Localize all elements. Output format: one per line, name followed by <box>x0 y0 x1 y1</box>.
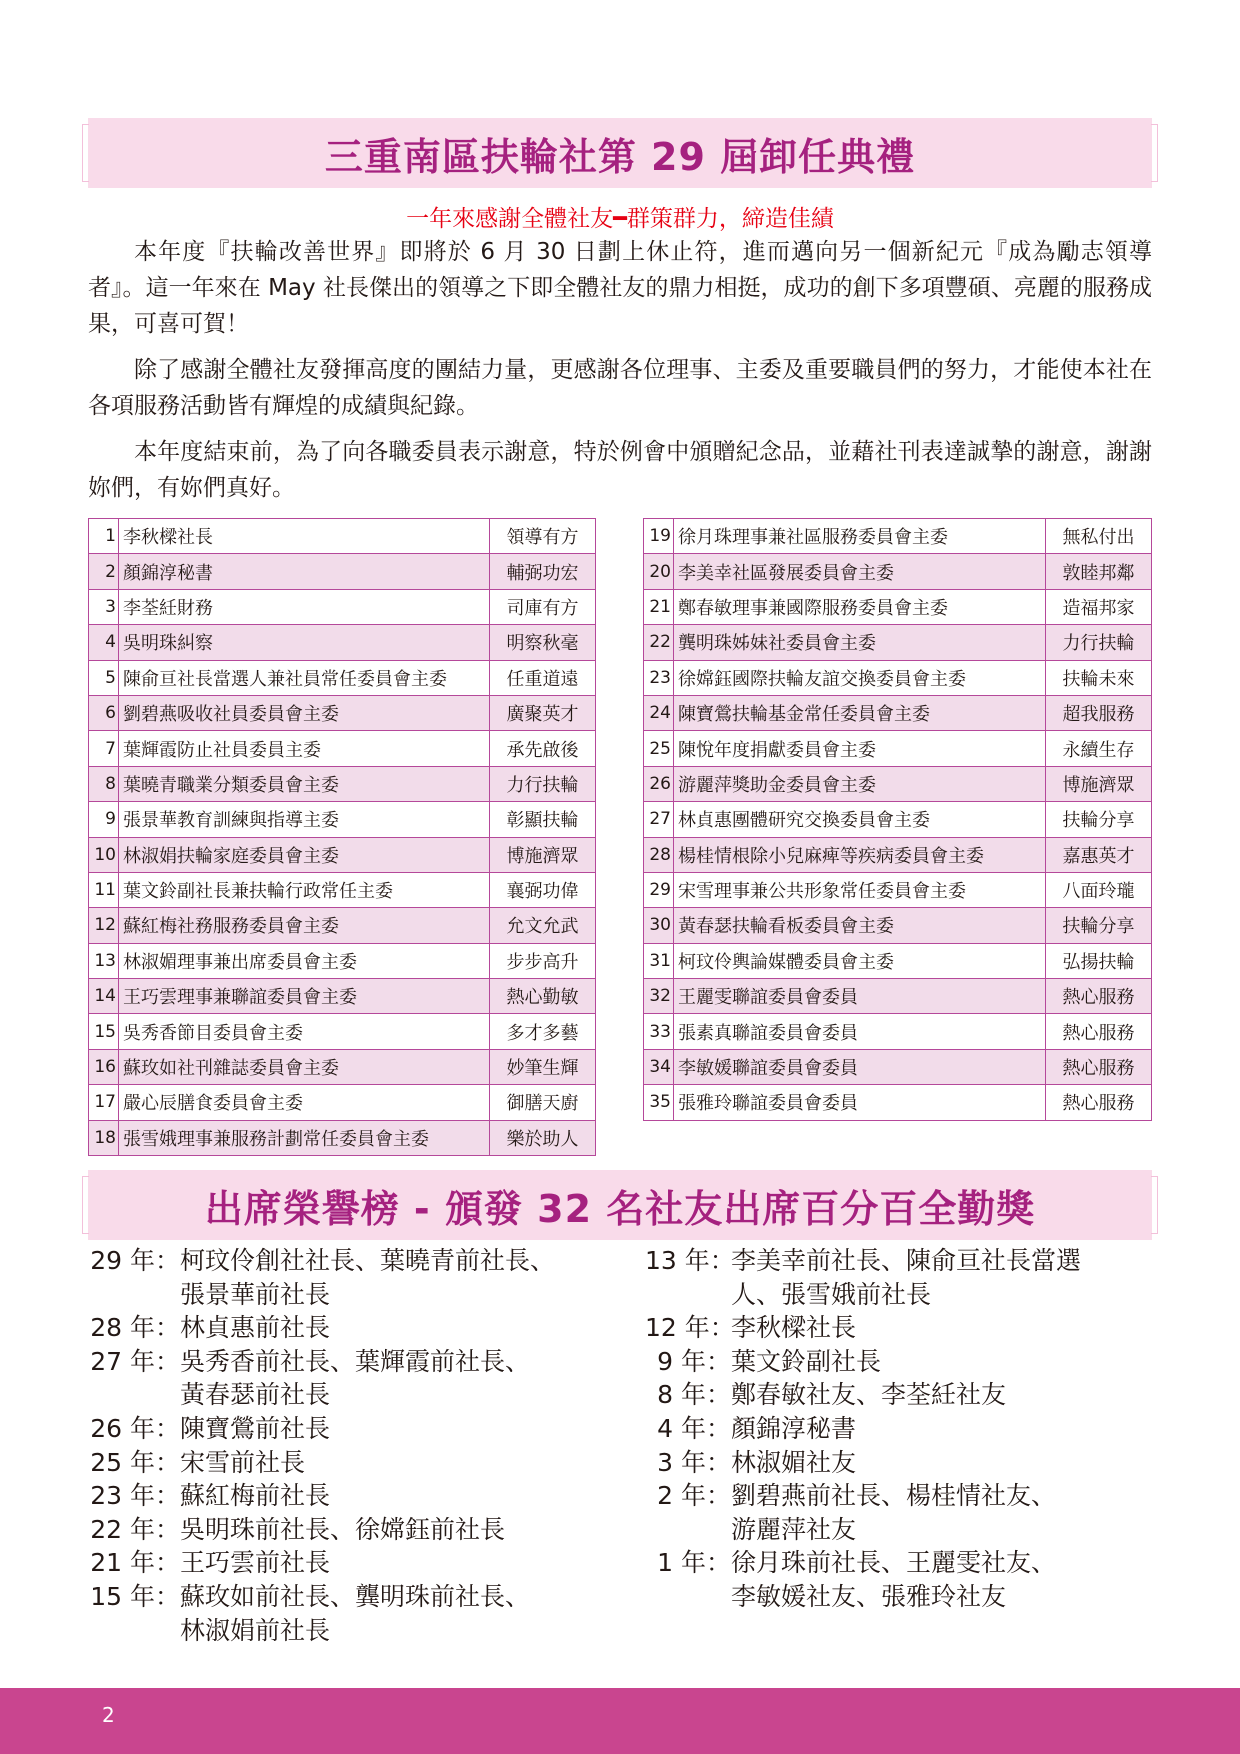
row-number: 7 <box>89 731 119 766</box>
attendance-names <box>180 1311 648 1345</box>
row-role: 顏錦淳秘書 <box>119 554 490 589</box>
row-motto: 熱心服務 <box>1046 979 1152 1014</box>
row-motto: 扶輪分享 <box>1046 908 1152 943</box>
row-number: 24 <box>644 695 674 730</box>
row-role: 蘇玫如社刊雜誌委員會主委 <box>119 1049 490 1084</box>
table-row <box>644 695 1152 730</box>
attendance-list-left <box>88 1244 648 1647</box>
paragraph-3: 本年度結束前，為了向各職委員表示謝意，特於例會中頒贈紀念品，並藉社刊表達誠摯的謝意，謝謝妳們，有妳們真好。 <box>88 439 1152 501</box>
attendance-names-line: 林貞惠前社長 <box>180 1313 331 1343</box>
table-row <box>89 1120 596 1155</box>
attendance-names-line: 柯玟伶創社社長、葉曉青前社長、 <box>180 1246 556 1275</box>
attendance-names-line: 陳寶鶯前社長 <box>180 1413 331 1443</box>
table-row <box>644 589 1152 624</box>
attendance-years: 2 年： <box>657 1481 731 1511</box>
attendance-names-line: 蘇玫如前社長、龔明珠前社長、 <box>180 1581 531 1611</box>
table-row <box>89 908 596 943</box>
row-number: 12 <box>89 908 119 943</box>
row-number: 6 <box>89 695 119 730</box>
attendance-entry <box>88 1580 648 1647</box>
attendance-names <box>731 1244 1145 1311</box>
attendance-names-line: 李敏媛社友、張雅玲社友 <box>731 1581 1007 1611</box>
row-motto: 樂於助人 <box>490 1120 596 1155</box>
row-number: 1 <box>89 519 119 554</box>
attendance-names <box>180 1446 648 1480</box>
paragraph-2: 除了感謝全體社友發揮高度的團結力量，更感謝各位理事、主委及重要職員們的努力，才能使本社在各項服務活動皆有輝煌的成績與紀錄。 <box>88 357 1152 419</box>
attendance-years: 21 年： <box>90 1548 180 1578</box>
attendance-names-line: 林淑媚社友 <box>731 1447 857 1477</box>
row-role: 柯玟伶輿論媒體委員會主委 <box>674 943 1046 978</box>
table-row <box>89 519 596 554</box>
attendance-names-line: 林淑娟前社長 <box>180 1615 331 1645</box>
row-role: 李荃紝財務 <box>119 589 490 624</box>
row-number: 15 <box>89 1014 119 1049</box>
attendance-names <box>731 1479 1145 1546</box>
table-row <box>89 1049 596 1084</box>
row-motto: 造福邦家 <box>1046 589 1152 624</box>
row-motto: 八面玲瓏 <box>1046 872 1152 907</box>
row-role: 王麗雯聯誼委員會委員 <box>674 979 1046 1014</box>
row-motto: 妙筆生輝 <box>490 1049 596 1084</box>
row-number: 17 <box>89 1085 119 1120</box>
row-motto: 永續生存 <box>1046 731 1152 766</box>
attendance-names <box>180 1244 648 1311</box>
row-number: 3 <box>89 589 119 624</box>
row-number: 26 <box>644 766 674 801</box>
table-row <box>89 660 596 695</box>
paragraph-1: 本年度『扶輪改善世界』即將於 6 月 30 日劃上休止符，進而邁向另一個新紀元『成為勵志領導者』。這一年來在 May 社長傑出的領導之下即全體社友的鼎力相挺，成功的創下多項豐碩、亮麗的服務成果，可喜可賀！ <box>88 239 1152 337</box>
row-role: 嚴心辰膳食委員會主委 <box>119 1085 490 1120</box>
row-motto: 承先啟後 <box>490 731 596 766</box>
attendance-names-line: 宋雪前社長 <box>180 1447 306 1477</box>
row-motto: 司庫有方 <box>490 589 596 624</box>
attendance-names <box>731 1412 1145 1446</box>
row-motto: 任重道遠 <box>490 660 596 695</box>
row-number: 9 <box>89 802 119 837</box>
table-row <box>89 802 596 837</box>
attendance-names-line: 游麗萍社友 <box>731 1514 857 1544</box>
attendance-years: 27 年： <box>90 1346 180 1376</box>
table-row <box>644 1014 1152 1049</box>
row-motto: 博施濟眾 <box>490 837 596 872</box>
table-row <box>89 731 596 766</box>
row-role: 張素真聯誼委員會委員 <box>674 1014 1046 1049</box>
row-motto: 熱心服務 <box>1046 1014 1152 1049</box>
attendance-years: 22 年： <box>90 1514 180 1544</box>
attendance-years: 3 年： <box>657 1447 731 1477</box>
attendance-names <box>180 1479 648 1513</box>
attendance-names-line: 顏錦淳秘書 <box>731 1413 857 1443</box>
attendance-names-line: 蘇紅梅前社長 <box>180 1481 331 1511</box>
page-number: 2 <box>102 1703 115 1727</box>
attendance-names <box>180 1546 648 1580</box>
row-role: 李秋樑社長 <box>119 519 490 554</box>
attendance-title: 出席榮譽榜 - 頒發 32 名社友出席百分百全勤獎 <box>204 1186 1036 1231</box>
attendance-names-line: 吳明珠前社長、徐嫦鈺前社長 <box>180 1514 506 1544</box>
attendance-entry <box>645 1244 1145 1311</box>
table-row <box>89 1014 596 1049</box>
attendance-list-right <box>645 1244 1145 1614</box>
row-role: 張雪娥理事兼服務計劃常任委員會主委 <box>119 1120 490 1155</box>
row-number: 32 <box>644 979 674 1014</box>
row-motto: 熱心服務 <box>1046 1085 1152 1120</box>
table-row <box>89 695 596 730</box>
row-role: 鄭春敏理事兼國際服務委員會主委 <box>674 589 1046 624</box>
attendance-names-line: 鄭春敏社友、李荃紝社友 <box>731 1380 1007 1410</box>
table-row <box>644 802 1152 837</box>
row-motto: 明察秋毫 <box>490 625 596 660</box>
attendance-title-banner <box>88 1170 1152 1240</box>
row-number: 28 <box>644 837 674 872</box>
row-number: 25 <box>644 731 674 766</box>
row-motto: 扶輪未來 <box>1046 660 1152 695</box>
attendance-names-line: 李秋樑社長 <box>731 1313 857 1343</box>
attendance-names-line: 人、張雪娥前社長 <box>731 1279 932 1309</box>
attendance-entry <box>88 1311 648 1345</box>
attendance-entry <box>645 1546 1145 1613</box>
row-motto: 嘉惠英才 <box>1046 837 1152 872</box>
row-number: 27 <box>644 802 674 837</box>
row-motto: 弘揚扶輪 <box>1046 943 1152 978</box>
attendance-entry <box>88 1345 648 1412</box>
row-number: 23 <box>644 660 674 695</box>
attendance-years: 8 年： <box>657 1380 731 1410</box>
table-row <box>644 519 1152 554</box>
row-number: 33 <box>644 1014 674 1049</box>
row-number: 16 <box>89 1049 119 1084</box>
row-role: 李美幸社區發展委員會主委 <box>674 554 1046 589</box>
attendance-names <box>731 1378 1145 1412</box>
row-role: 林淑媚理事兼出席委員會主委 <box>119 943 490 978</box>
ceremony-title-banner <box>88 118 1152 188</box>
row-number: 19 <box>644 519 674 554</box>
row-motto: 力行扶輪 <box>490 766 596 801</box>
row-role: 林貞惠團體研究交換委員會主委 <box>674 802 1046 837</box>
table-row <box>644 660 1152 695</box>
attendance-entry <box>645 1479 1145 1546</box>
table-row <box>644 554 1152 589</box>
attendance-names <box>180 1580 648 1647</box>
attendance-names-line: 葉文鈴副社長 <box>731 1346 882 1376</box>
attendance-names <box>731 1446 1145 1480</box>
row-role: 王巧雲理事兼聯誼委員會主委 <box>119 979 490 1014</box>
table-row <box>89 979 596 1014</box>
row-number: 2 <box>89 554 119 589</box>
attendance-names <box>180 1345 648 1412</box>
attendance-entry <box>645 1378 1145 1412</box>
row-motto: 熱心服務 <box>1046 1049 1152 1084</box>
subtitle: 一年來感謝全體社友━群策群力，締造佳績 <box>406 206 834 232</box>
attendance-names-line: 黃春瑟前社長 <box>180 1380 331 1410</box>
attendance-names <box>731 1345 1145 1379</box>
row-role: 吳明珠糾察 <box>119 625 490 660</box>
row-motto: 襄弼功偉 <box>490 872 596 907</box>
row-motto: 領導有方 <box>490 519 596 554</box>
attendance-entry <box>88 1513 648 1547</box>
table-row <box>89 589 596 624</box>
row-role: 李敏媛聯誼委員會委員 <box>674 1049 1046 1084</box>
row-number: 20 <box>644 554 674 589</box>
table-row <box>89 872 596 907</box>
table-row <box>89 625 596 660</box>
row-role: 林淑娟扶輪家庭委員會主委 <box>119 837 490 872</box>
row-role: 蘇紅梅社務服務委員會主委 <box>119 908 490 943</box>
row-role: 張雅玲聯誼委員會委員 <box>674 1085 1046 1120</box>
attendance-names-line: 王巧雲前社長 <box>180 1548 331 1578</box>
row-role: 陳寶鶯扶輪基金常任委員會主委 <box>674 695 1046 730</box>
table-row <box>89 766 596 801</box>
attendance-years: 13 年： <box>645 1246 735 1275</box>
row-role: 黃春瑟扶輪看板委員會主委 <box>674 908 1046 943</box>
row-number: 22 <box>644 625 674 660</box>
row-role: 張景華教育訓練與指導主委 <box>119 802 490 837</box>
award-table-left <box>88 518 596 1156</box>
row-role: 游麗萍獎助金委員會主委 <box>674 766 1046 801</box>
table-row <box>644 1085 1152 1120</box>
row-motto: 廣聚英才 <box>490 695 596 730</box>
attendance-years: 9 年： <box>657 1346 731 1376</box>
attendance-entry <box>645 1311 1145 1345</box>
ceremony-title: 三重南區扶輪社第 29 屆卸任典禮 <box>324 134 916 179</box>
table-row <box>644 943 1152 978</box>
attendance-years: 12 年： <box>645 1313 735 1343</box>
attendance-names <box>180 1412 648 1446</box>
table-row <box>644 979 1152 1014</box>
table-row <box>89 554 596 589</box>
attendance-names-line: 徐月珠前社長、王麗雯社友、 <box>731 1548 1057 1578</box>
attendance-years: 26 年： <box>90 1413 180 1443</box>
table-row <box>644 872 1152 907</box>
attendance-years: 29 年： <box>90 1246 180 1275</box>
row-role: 吳秀香節目委員會主委 <box>119 1014 490 1049</box>
row-motto: 無私付出 <box>1046 519 1152 554</box>
row-number: 31 <box>644 943 674 978</box>
attendance-names <box>731 1311 1145 1345</box>
row-number: 21 <box>644 589 674 624</box>
row-number: 8 <box>89 766 119 801</box>
table-row <box>89 943 596 978</box>
table-row <box>644 837 1152 872</box>
table-row <box>644 908 1152 943</box>
attendance-entry <box>88 1546 648 1580</box>
attendance-years: 25 年： <box>90 1447 180 1477</box>
attendance-names-line: 張景華前社長 <box>180 1279 331 1309</box>
row-number: 35 <box>644 1085 674 1120</box>
row-motto: 輔弼功宏 <box>490 554 596 589</box>
attendance-years: 1 年： <box>657 1548 731 1578</box>
row-role: 龔明珠姊妹社委員會主委 <box>674 625 1046 660</box>
attendance-entry <box>645 1446 1145 1480</box>
row-role: 宋雪理事兼公共形象常任委員會主委 <box>674 872 1046 907</box>
row-role: 葉輝霞防止社員委員主委 <box>119 731 490 766</box>
row-motto: 博施濟眾 <box>1046 766 1152 801</box>
row-number: 11 <box>89 872 119 907</box>
table-row <box>89 837 596 872</box>
attendance-names-line: 劉碧燕前社長、楊桂情社友、 <box>731 1481 1057 1511</box>
attendance-entry <box>88 1412 648 1446</box>
table-row <box>644 625 1152 660</box>
row-motto: 多才多藝 <box>490 1014 596 1049</box>
attendance-entry <box>88 1446 648 1480</box>
attendance-years: 28 年： <box>90 1313 180 1343</box>
attendance-entry <box>88 1244 648 1311</box>
row-number: 5 <box>89 660 119 695</box>
attendance-entry <box>645 1345 1145 1379</box>
attendance-years: 15 年： <box>90 1581 180 1611</box>
row-number: 18 <box>89 1120 119 1155</box>
row-number: 29 <box>644 872 674 907</box>
attendance-entry <box>645 1412 1145 1446</box>
attendance-years: 4 年： <box>657 1413 731 1443</box>
row-role: 葉文鈴副社長兼扶輪行政常任主委 <box>119 872 490 907</box>
table-row <box>644 1049 1152 1084</box>
row-role: 葉曉青職業分類委員會主委 <box>119 766 490 801</box>
row-number: 13 <box>89 943 119 978</box>
row-role: 陳悅年度捐獻委員會主委 <box>674 731 1046 766</box>
table-row <box>89 1085 596 1120</box>
attendance-entry <box>88 1479 648 1513</box>
row-motto: 允文允武 <box>490 908 596 943</box>
row-number: 4 <box>89 625 119 660</box>
row-role: 陳俞亘社長當選人兼社員常任委員會主委 <box>119 660 490 695</box>
table-row <box>644 731 1152 766</box>
row-role: 徐月珠理事兼社區服務委員會主委 <box>674 519 1046 554</box>
row-role: 徐嫦鈺國際扶輪友誼交換委員會主委 <box>674 660 1046 695</box>
attendance-years: 23 年： <box>90 1481 180 1511</box>
row-motto: 敦睦邦鄰 <box>1046 554 1152 589</box>
row-role: 楊桂情根除小兒麻痺等疾病委員會主委 <box>674 837 1046 872</box>
attendance-names <box>180 1513 648 1547</box>
table-row <box>644 766 1152 801</box>
award-table-right <box>643 518 1152 1121</box>
attendance-names <box>731 1546 1145 1613</box>
attendance-names-line: 吳秀香前社長、葉輝霞前社長、 <box>180 1346 531 1376</box>
row-motto: 力行扶輪 <box>1046 625 1152 660</box>
row-number: 14 <box>89 979 119 1014</box>
footer-bar <box>0 1688 1240 1754</box>
row-motto: 扶輪分享 <box>1046 802 1152 837</box>
attendance-names-line: 李美幸前社長、陳俞亘社長當選 <box>731 1246 1082 1275</box>
row-motto: 步步高升 <box>490 943 596 978</box>
row-role: 劉碧燕吸收社員委員會主委 <box>119 695 490 730</box>
row-motto: 御膳天廚 <box>490 1085 596 1120</box>
row-number: 10 <box>89 837 119 872</box>
row-motto: 熱心勤敏 <box>490 979 596 1014</box>
row-number: 30 <box>644 908 674 943</box>
row-motto: 彰顯扶輪 <box>490 802 596 837</box>
row-motto: 超我服務 <box>1046 695 1152 730</box>
row-number: 34 <box>644 1049 674 1084</box>
